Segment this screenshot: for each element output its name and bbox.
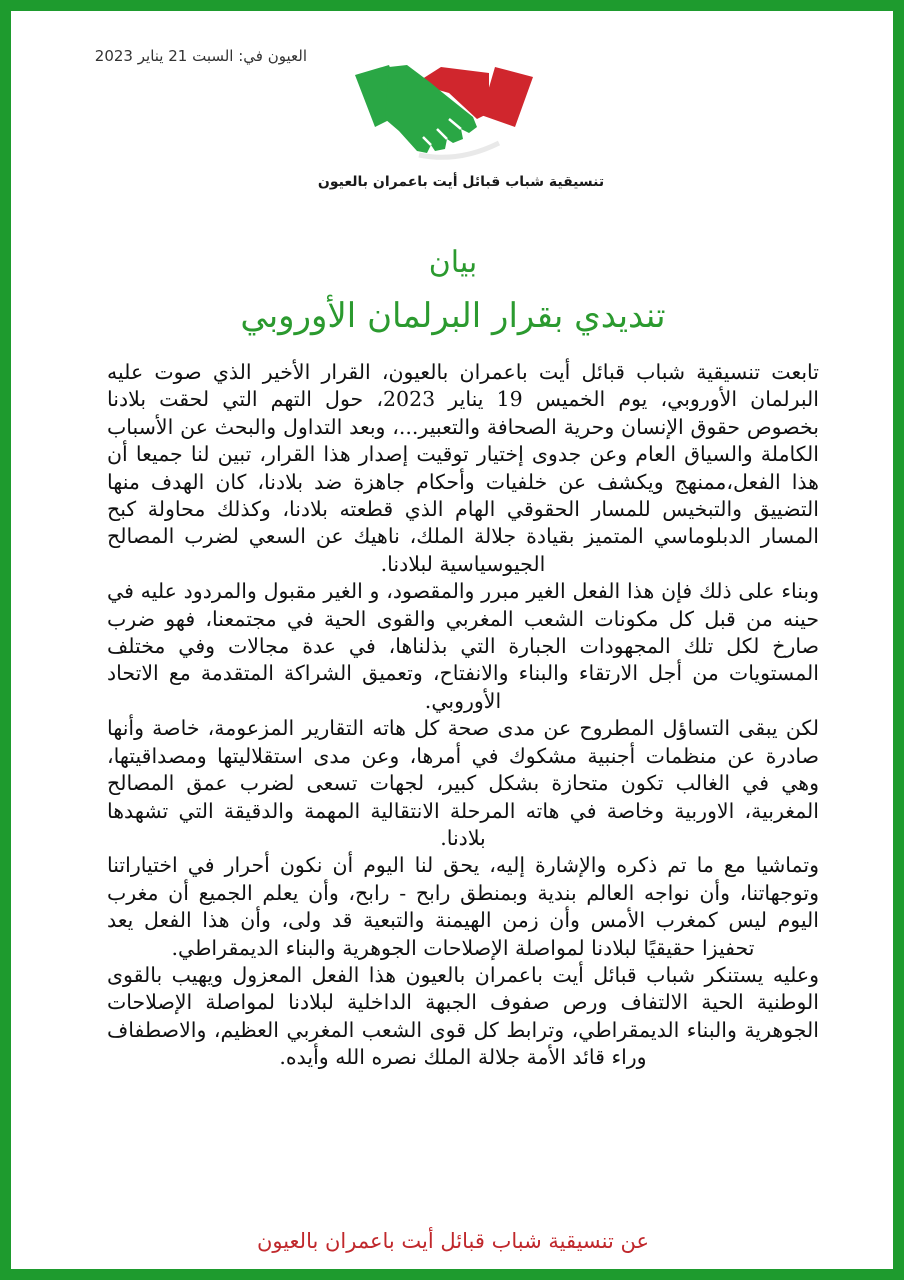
statement-heading: بيان	[428, 245, 478, 280]
organization-name: تنسيقية شباب قبائل أيت باعمران بالعيون	[317, 174, 605, 190]
handshake-icon	[349, 53, 539, 163]
body-paragraph-1: تابعت تنسيقية شباب قبائل أيت باعمران بالعيون، القرار الأخير الذي صوت عليه البرلمان الأوروبي، يوم الخميس 19 يناير 2023، حول التهم التي لحقت بلادنا بخصوص حقوق الإنسان وحرية الصحافة والتعبير...، وبعد التداول والبحث عن الأسباب الكاملة والسياق العام وعن جدوى إختيار توقيت إصدار هذا القرار، تبين لنا جميعا أن هذا الفعل،ممنهج ويكشف عن خلفيات وأحكام جاهزة ضد بلادنا، كان الهدف منها التضييق والتبخيس للمسار الحقوقي الهام الذي قطعته بلادنا، وكذلك محاولة كبح المسار الدبلوماسي المتميز بقيادة جلالة الملك، ناهيك عن السعي لضرب المصالح الجيوسياسية لبلادنا.	[107, 360, 820, 576]
document-date: العيون في: السبت 21 يناير 2023	[94, 47, 307, 65]
body-paragraph-4: وتماشيا مع ما تم ذكره والإشارة إليه، يحق لنا اليوم أن نكون أحرار في اختياراتنا وتوجهاتنا، وأن نواجه العالم بندية وبمنطق رابح - رابح، وأن يعلم الجميع أن مغرب اليوم ليس كمغرب الأمس وأن زمن الهيمنة والتبعية قد ولى، وأن هذا الفعل يعد تحفيزا حقيقيًا لبلادنا لمواصلة الإصلاحات الجوهرية والبناء الديمقراطي.	[107, 853, 819, 960]
signature: عن تنسيقية شباب قبائل أيت باعمران بالعيون	[256, 1229, 650, 1253]
body-paragraph-2: وبناء على ذلك فإن هذا الفعل الغير مبرر والمقصود، و الغير مقبول والمردود عليه في حينه من قبل كل مكونات الشعب المغربي والقوى الحية في مجتمعنا، فهو ضرب صارخ لكل تلك المجهودات الجبارة التي بذلناها، في عدة مجالات وفي مختلف المستويات من أجل الارتقاء والبناء والانفتاح، وتعميق الشراكة المتقدمة مع الاتحاد الأوروبي.	[107, 579, 819, 713]
body-paragraph-5: وعليه يستنكر شباب قبائل أيت باعمران بالعيون هذا الفعل المعزول ويهيب بالقوى الوطنية الحية الالتفاف ورص صفوف الجبهة الداخلية لبلادنا لمواصلة الإصلاحات الجوهرية والبناء الديمقراطي، وترابط كل قوى الشعب المغربي العظيم، والاصطفاف وراء قائد الأمة جلالة الملك نصره الله وأيده.	[107, 962, 819, 1070]
statement-subheading: تنديدي بقرار البرلمان الأوروبي	[240, 296, 666, 336]
body-paragraph-3: لكن يبقى التساؤل المطروح عن مدى صحة كل هاته التقارير المزعومة، خاصة وأنها صادرة عن منظمات أجنبية مشكوك في أمرها، وعن مدى استقلاليتها ومصداقيتها، وهي في الغالب تكون متحازة بشكل كبير، لجهات تسعى لضرب عمق المصالح المغربية، الاوربية وخاصة في هاته المرحلة الانتقالية المهمة والدقيقة التي تشهدها بلادنا.	[107, 716, 819, 850]
statement-body	[107, 359, 819, 1072]
